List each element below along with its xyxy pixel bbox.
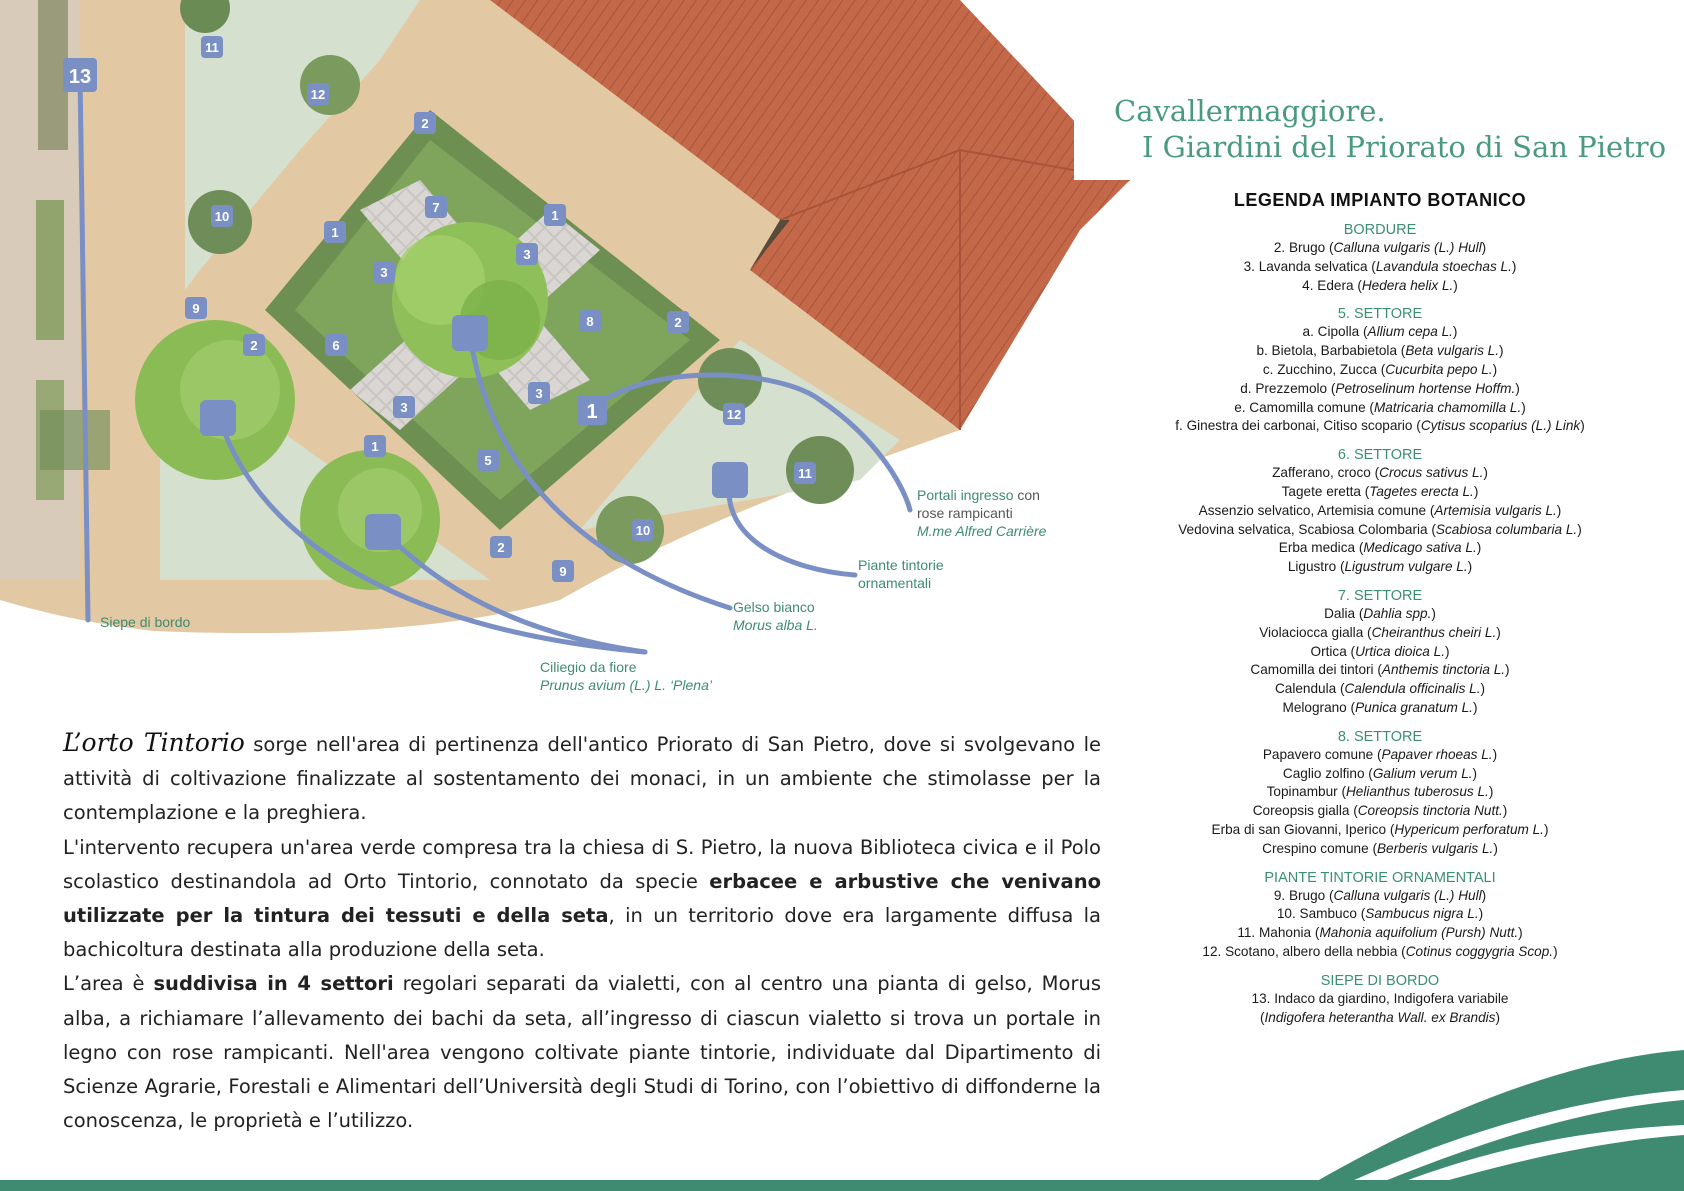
intro-p2-c: , in un territorio dove era largamente diffusa la bachicoltura destinata alla produzione della seta. bbox=[63, 904, 1101, 962]
legend-title: LEGENDA IMPIANTO BOTANICO bbox=[1233, 190, 1527, 210]
legend-item-common-name: b. Bietola, Barbabietola bbox=[1256, 343, 1401, 359]
legend-item-common-name: Zafferano, croco bbox=[1272, 465, 1375, 481]
legend-item-scientific-name: (Hedera helix L.) bbox=[1357, 277, 1458, 293]
map-marker bbox=[579, 310, 601, 332]
legend-item-scientific-name: (Lavandula stoechas L.) bbox=[1371, 258, 1517, 274]
legend-item bbox=[1120, 399, 1640, 418]
legend-item-scientific-name: (Mahonia aquifolium (Pursh) Nutt.) bbox=[1314, 925, 1523, 941]
legend-item bbox=[1120, 605, 1640, 624]
legend-item bbox=[1120, 258, 1640, 277]
legend-item-scientific-name: (Artemisia vulgaris L.) bbox=[1429, 502, 1562, 518]
legend-item-common-name: c. Zucchino, Zucca bbox=[1262, 361, 1381, 377]
map-marker-number: 1 bbox=[551, 208, 559, 223]
label-gelso-name: Gelso bianco bbox=[733, 599, 815, 615]
legend-item-common-name: Erba di san Giovanni, Iperico bbox=[1211, 821, 1390, 837]
map-marker bbox=[243, 334, 265, 356]
map-marker bbox=[667, 311, 689, 333]
legend-item bbox=[1120, 380, 1640, 399]
legend-section-title: 5. SETTORE bbox=[1337, 306, 1423, 323]
legend-item-scientific-name: (Hypericum perforatum L.) bbox=[1389, 821, 1549, 837]
decorative-waves bbox=[0, 1030, 1684, 1191]
legend-item-common-name: Camomilla dei tintori bbox=[1250, 662, 1378, 678]
legend-item-scientific-name: (Galium verum L.) bbox=[1368, 765, 1478, 781]
label-ciliegio-sci: Prunus avium (L.) L. ‘Plena’ bbox=[540, 677, 712, 693]
legend-item-common-name: Melograno bbox=[1282, 699, 1351, 715]
legend-item bbox=[1120, 746, 1640, 765]
legend-item bbox=[1120, 323, 1640, 342]
intro-p3-bold: suddivisa in 4 settori bbox=[153, 972, 394, 996]
legend-item bbox=[1120, 417, 1640, 436]
map-marker bbox=[307, 83, 329, 105]
map-marker-number: 9 bbox=[192, 301, 200, 316]
legend-item bbox=[1120, 661, 1640, 680]
legend-item bbox=[1120, 539, 1640, 558]
legend-item bbox=[1120, 821, 1640, 840]
legend-item-scientific-name: (Anthemis tinctoria L.) bbox=[1377, 662, 1510, 678]
label-portali-line2: rose rampicanti bbox=[917, 505, 1013, 521]
legend-item-scientific-name: (Cytisus scoparius (L.) Link) bbox=[1416, 418, 1585, 434]
map-marker bbox=[373, 261, 395, 283]
map-marker-number: 10 bbox=[214, 209, 230, 224]
legend-section-title: SIEPE DI BORDO bbox=[1320, 972, 1440, 989]
legend-item bbox=[1120, 521, 1640, 540]
legend-item-scientific-name: (Helianthus tuberosus L.) bbox=[1341, 784, 1494, 800]
intro-p2-bold: erbacee e arbustive che venivano utilizzate per la tintura dei tessuti e della seta bbox=[63, 869, 1101, 928]
legend-item-common-name: Vedovina selvatica, Scabiosa Colombaria bbox=[1178, 521, 1432, 537]
map-marker-number: 6 bbox=[332, 338, 340, 353]
legend-section-title: PIANTE TINTORIE ORNAMENTALI bbox=[1264, 869, 1496, 886]
legend-item bbox=[1120, 483, 1640, 502]
intro-p3-c: regolari separati da vialetti, con al centro una pianta di gelso, Morus alba, a richiamare l’allevamento dei bachi da seta, all’ingresso di ciascun vialetto si trova un portale in legno con rose rampicanti. Nell'area vengono coltivate piante tintorie, individuate dal Dipartimento di Scienze Agrarie, Forestali e Alimentari dell’Università degli Studi di Torino, con l’obiettivo di diffonderne la conoscenza, le proprietà e l’utilizzo. bbox=[63, 972, 1101, 1133]
legend-item bbox=[1120, 558, 1640, 577]
map-marker bbox=[490, 536, 512, 558]
legend-item-common-name: Crespino comune bbox=[1262, 840, 1373, 856]
legend-item-common-name: 13. Indaco da giardino, Indigofera variabile bbox=[1251, 990, 1509, 1006]
tree-marker bbox=[452, 315, 488, 351]
legend-item bbox=[1120, 887, 1640, 906]
legend-item-common-name: 2. Brugo bbox=[1273, 240, 1330, 255]
map-marker bbox=[552, 560, 574, 582]
legend-item-common-name: a. Cipolla bbox=[1302, 324, 1363, 340]
legend-item-scientific-name: (Sambucus nigra L.) bbox=[1360, 906, 1484, 922]
legend-item-scientific-name: (Indigofera heterantha Wall. ex Brandis) bbox=[1259, 1009, 1501, 1025]
legend-item-scientific-name: (Calluna vulgaris (L.) Hull) bbox=[1329, 887, 1487, 903]
intro-p3-a: L’area è bbox=[63, 972, 154, 996]
legend-item-scientific-name: (Tagetes erecta L.) bbox=[1364, 483, 1479, 499]
legend-item-common-name: Coreopsis gialla bbox=[1252, 803, 1354, 819]
legend-item-scientific-name: (Calendula officinalis L.) bbox=[1339, 681, 1486, 697]
legend-item bbox=[1120, 802, 1640, 821]
map-marker-number: 3 bbox=[400, 400, 408, 415]
legend-item-scientific-name: (Cotinus coggygria Scop.) bbox=[1401, 943, 1558, 959]
legend-item bbox=[1120, 277, 1640, 296]
legend-item bbox=[1120, 624, 1640, 643]
legend-item-scientific-name: (Punica granatum L.) bbox=[1350, 699, 1478, 715]
map-marker bbox=[632, 519, 654, 541]
label-siepe-di-bordo: Siepe di bordo bbox=[100, 614, 191, 630]
intro-p1-text: sorge nell'area di pertinenza dell'antico Priorato di San Pietro, dove si svolgevano le attività di coltivazione finalizzate al sostentamento dei monaci, in un ambiente che stimolasse per la contemplazione e la preghiera. bbox=[63, 733, 1101, 825]
legend-item bbox=[1120, 680, 1640, 699]
intro-paragraph-2 bbox=[63, 831, 1101, 968]
legend-item bbox=[1120, 905, 1640, 924]
legend-item-common-name: Tagete eretta bbox=[1281, 483, 1365, 499]
page-title-line2: I Giardini del Priorato di San Pietro bbox=[1142, 130, 1667, 164]
map-marker-number: 3 bbox=[380, 265, 388, 280]
intro-paragraph-1 bbox=[63, 726, 1101, 831]
legend-item-common-name: Ligustro bbox=[1287, 559, 1340, 575]
map-marker-number: 2 bbox=[497, 540, 505, 555]
botanical-legend bbox=[1120, 190, 1640, 1027]
legend-item-scientific-name: (Urtica dioica L.) bbox=[1350, 643, 1450, 659]
map-marker bbox=[528, 382, 550, 404]
legend-item-common-name: Assenzio selvatico, Artemisia comune bbox=[1198, 502, 1430, 518]
legend-item-scientific-name: (Coreopsis tinctoria Nutt.) bbox=[1353, 803, 1508, 819]
legend-item-scientific-name: (Allium cepa L.) bbox=[1363, 324, 1458, 340]
map-marker bbox=[324, 221, 346, 243]
legend-item-common-name: Ortica bbox=[1310, 643, 1351, 659]
map-marker-number: 12 bbox=[726, 407, 742, 422]
map-marker-number: 11 bbox=[205, 40, 219, 55]
legend-item bbox=[1120, 840, 1640, 859]
legend-item-common-name: e. Camomilla comune bbox=[1234, 399, 1370, 415]
legend-item-scientific-name: (Beta vulgaris L.) bbox=[1400, 343, 1504, 359]
label-gelso-bianco bbox=[733, 598, 818, 634]
map-marker-number: 5 bbox=[484, 453, 492, 468]
map-marker bbox=[393, 396, 415, 418]
map-marker bbox=[63, 58, 97, 92]
map-marker-number: 2 bbox=[674, 315, 682, 330]
map-marker-number: 1 bbox=[371, 439, 379, 454]
tree-marker bbox=[712, 462, 748, 498]
legend-item bbox=[1120, 765, 1640, 784]
legend-item-common-name: Topinambur bbox=[1266, 784, 1342, 800]
legend-item-common-name: 4. Edera bbox=[1302, 277, 1358, 293]
legend-item-scientific-name: (Medicago sativa L.) bbox=[1358, 540, 1482, 556]
legend-section-title: 8. SETTORE bbox=[1337, 728, 1423, 745]
map-marker bbox=[477, 449, 499, 471]
label-portali-title: Portali ingresso bbox=[917, 487, 1014, 503]
label-portali-line1 bbox=[917, 486, 1046, 504]
legend-item bbox=[1120, 924, 1640, 943]
map-marker bbox=[325, 334, 347, 356]
map-marker-number: 11 bbox=[798, 466, 812, 481]
map-marker-number: 12 bbox=[310, 87, 326, 102]
label-ciliegio-name: Ciliegio da fiore bbox=[540, 659, 637, 675]
legend-item-common-name: Dalia bbox=[1324, 605, 1359, 621]
label-portali-ingresso bbox=[917, 486, 1046, 540]
map-marker-number: 1 bbox=[331, 225, 339, 240]
page-title-line1: Cavallermaggiore. bbox=[1114, 94, 1386, 128]
legend-item bbox=[1120, 699, 1640, 718]
label-piante-tintorie bbox=[858, 556, 944, 592]
legend-item bbox=[1120, 783, 1640, 802]
map-marker bbox=[516, 243, 538, 265]
legend-sections bbox=[1120, 221, 1640, 1027]
legend-item-scientific-name: (Crocus sativus L.) bbox=[1374, 465, 1488, 481]
legend-item bbox=[1120, 502, 1640, 521]
intro-p2-a: L'intervento recupera un'area verde compresa tra la chiesa di S. Pietro, la nuova Biblioteca civica e il Polo scolastico destinandola ad Orto Tintorio, connotato da specie bbox=[63, 835, 1101, 893]
map-marker-number: 10 bbox=[635, 523, 651, 538]
legend-item-scientific-name: (Papaver rhoeas L.) bbox=[1376, 746, 1498, 762]
map-marker bbox=[211, 205, 233, 227]
map-marker bbox=[185, 297, 207, 319]
legend-section-title: 7. SETTORE bbox=[1337, 587, 1423, 604]
map-marker-number: 3 bbox=[523, 247, 531, 262]
legend-item bbox=[1120, 1009, 1640, 1028]
legend-item-common-name: d. Prezzemolo bbox=[1240, 380, 1331, 396]
legend-item-common-name: 12. Scotano, albero della nebbia bbox=[1202, 943, 1402, 959]
legend-item-scientific-name: (Berberis vulgaris L.) bbox=[1372, 840, 1498, 856]
legend-item bbox=[1120, 342, 1640, 361]
tree-marker bbox=[200, 400, 236, 436]
map-marker-number: 1 bbox=[586, 401, 598, 423]
map-marker bbox=[577, 395, 607, 425]
legend-item bbox=[1120, 464, 1640, 483]
map-marker bbox=[425, 196, 447, 218]
legend-item bbox=[1120, 990, 1640, 1009]
label-piante-line1: Piante tintorie bbox=[858, 557, 944, 573]
legend-item-scientific-name: (Cheiranthus cheiri L.) bbox=[1367, 624, 1501, 640]
map-marker-number: 2 bbox=[421, 116, 429, 131]
label-portali-con: con bbox=[1013, 487, 1040, 503]
legend-item-common-name: Caglio zolfino bbox=[1282, 765, 1369, 781]
map-marker bbox=[364, 435, 386, 457]
map-marker-number: 7 bbox=[432, 200, 440, 215]
label-gelso-sci: Morus alba L. bbox=[733, 617, 818, 633]
legend-item-common-name: Erba medica bbox=[1278, 540, 1359, 556]
legend-item-common-name: 9. Brugo bbox=[1273, 887, 1330, 903]
label-portali-sci: M.me Alfred Carrière bbox=[917, 523, 1047, 539]
map-marker-number: 2 bbox=[250, 338, 258, 353]
map-marker bbox=[723, 403, 745, 425]
legend-section-title: BORDURE bbox=[1343, 222, 1417, 238]
legend-item bbox=[1120, 943, 1640, 962]
map-marker-number: 3 bbox=[535, 386, 543, 401]
legend-item-scientific-name: (Dahlia spp.) bbox=[1358, 605, 1436, 621]
legend-item-common-name: Papavero comune bbox=[1262, 746, 1377, 762]
legend-item-scientific-name: (Ligustrum vulgare L.) bbox=[1339, 559, 1473, 575]
label-ciliegio-da-fiore bbox=[540, 658, 712, 694]
tree-marker bbox=[365, 514, 401, 550]
legend-item-scientific-name: (Petroselinum hortense Hoffm.) bbox=[1330, 380, 1520, 396]
map-marker bbox=[201, 36, 223, 58]
map-marker bbox=[794, 462, 816, 484]
map-marker bbox=[544, 204, 566, 226]
legend-item bbox=[1120, 361, 1640, 380]
legend-item-common-name: Violaciocca gialla bbox=[1259, 624, 1368, 640]
legend-item-scientific-name: (Matricaria chamomilla L.) bbox=[1369, 399, 1526, 415]
map-marker-number: 8 bbox=[586, 314, 594, 329]
legend-item-common-name: f. Ginestra dei carbonai, Citiso scopario bbox=[1175, 418, 1417, 434]
legend-item-common-name: 11. Mahonia bbox=[1237, 925, 1315, 941]
legend-item bbox=[1120, 239, 1640, 258]
legend-item-scientific-name: (Cucurbita pepo L.) bbox=[1380, 361, 1498, 377]
legend-item-scientific-name: (Scabiosa columbaria L.) bbox=[1431, 521, 1582, 537]
intro-lead: L’orto Tintorio bbox=[63, 728, 245, 757]
legend-item-common-name: 10. Sambuco bbox=[1276, 906, 1361, 922]
map-marker-number: 9 bbox=[559, 564, 567, 579]
legend-section-title: 6. SETTORE bbox=[1337, 447, 1423, 464]
legend-item-scientific-name: (Calluna vulgaris (L.) Hull) bbox=[1329, 240, 1487, 255]
legend-item-common-name: 3. Lavanda selvatica bbox=[1243, 258, 1372, 274]
legend-item-common-name: Calendula bbox=[1274, 681, 1340, 697]
label-piante-line2: ornamentali bbox=[858, 575, 932, 591]
map-marker-number: 13 bbox=[68, 66, 92, 88]
map-marker bbox=[414, 112, 436, 134]
legend-item bbox=[1120, 643, 1640, 662]
